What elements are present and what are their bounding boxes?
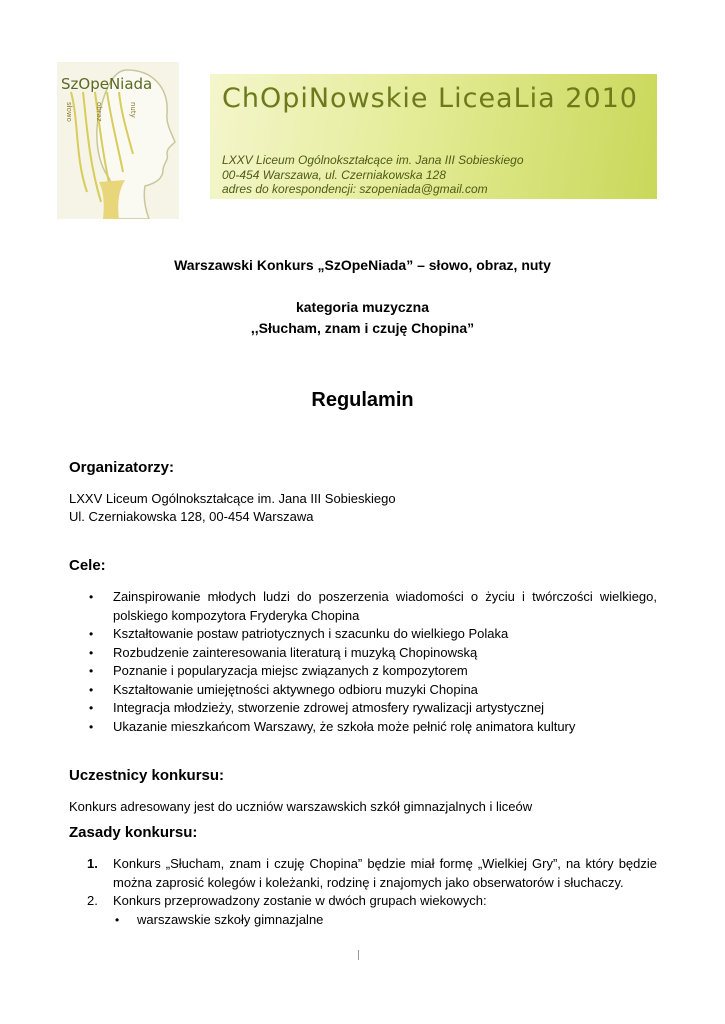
- banner-correspondence-email: adres do korespondencji: szopeniada@gmail.com: [222, 182, 488, 196]
- rule-text: Konkurs „Słucham, znam i czuję Chopina” będzie miał formę „Wielkiej Gry”, na który będzie można zaprosić kolegów i koleżanki, rodzinę i znajomych jako obserwatorów i słuchaczy.: [113, 856, 657, 890]
- rules-heading: Zasady konkursu:: [69, 824, 198, 841]
- banner-address-line-2: 00-454 Warszawa, ul. Czerniakowska 128: [222, 168, 446, 182]
- bullet-icon: •: [89, 682, 94, 697]
- contest-subtitle: ,,Słucham, znam i czuję Chopina”: [250, 320, 475, 336]
- organizers-heading: Organizatorzy:: [69, 459, 175, 476]
- goals-heading: Cele:: [69, 557, 106, 574]
- header-banner: [210, 74, 657, 199]
- participants-text: Konkurs adresowany jest do uczniów warszawskich szkół gimnazjalnych i liceów: [69, 799, 533, 814]
- rule-sub-list: [113, 911, 657, 930]
- banner-title: ChOpiNowskie LiceaLia 2010: [222, 83, 638, 114]
- goal-text: Kształtowanie umiejętności aktywnego odbioru muzyki Chopina: [113, 681, 478, 697]
- logo-text: SzOpeNiada: [61, 75, 153, 93]
- goal-item: [87, 644, 657, 663]
- bullet-icon: •: [115, 912, 120, 927]
- participants-heading: Uczestnicy konkursu:: [69, 767, 225, 784]
- goal-text: Rozbudzenie zainteresowania literaturą i muzyką Chopinowską: [113, 644, 478, 660]
- bullet-icon: •: [89, 645, 94, 660]
- goal-text: Kształtowanie postaw patriotycznych i szacunku do wielkiego Polaka: [113, 626, 509, 641]
- goals-list: [87, 588, 657, 736]
- rule-text: Konkurs przeprowadzony zostanie w dwóch grupach wiekowych:: [113, 893, 487, 908]
- goal-text: Ukazanie mieszkańcom Warszawy, że szkoła może pełnić rolę animatora kultury: [113, 718, 576, 734]
- logo-word-obraz: obraz: [95, 102, 103, 122]
- bullet-icon: •: [89, 627, 94, 641]
- goal-text: Zainspirowanie młodych ludzi do poszerzenia wiadomości o życiu i twórczości wielkiego, polskiego kompozytora Fryderyka Chopina: [113, 589, 657, 623]
- goal-item: [87, 588, 657, 625]
- bullet-icon: •: [89, 590, 94, 604]
- banner-address-line-1: LXXV Liceum Ogólnokształcące im. Jana III Sobieskiego: [222, 153, 524, 167]
- goal-text: Integracja młodzieży, stworzenie zdrowej atmosfery rywalizacji artystycznej: [113, 700, 545, 715]
- rule-sub-item: [113, 911, 657, 930]
- rule-sub-text: warszawskie szkoły gimnazjalne: [137, 911, 324, 927]
- logo-word-slowo: słowo: [65, 102, 73, 122]
- goal-item: [87, 699, 657, 718]
- rules-list: [87, 855, 657, 929]
- category-label: kategoria muzyczna: [295, 299, 430, 315]
- goal-item: [87, 718, 657, 737]
- goal-item: [87, 625, 657, 644]
- contest-title: Warszawski Konkurs „SzOpeNiada” – słowo, obraz, nuty: [174, 257, 551, 273]
- organizers-line-2: Ul. Czerniakowska 128, 00-454 Warszawa: [69, 509, 314, 524]
- goal-item: [87, 681, 657, 700]
- bullet-icon: •: [89, 719, 94, 734]
- goal-text: Poznanie i popularyzacja miejsc związanych z kompozytorem: [113, 663, 468, 678]
- szopeniada-logo: [57, 62, 179, 219]
- rule-item: [87, 855, 657, 892]
- page-marker: [358, 950, 359, 960]
- rule-number: 2.: [87, 893, 98, 908]
- organizers-line-1: LXXV Liceum Ogólnokształcące im. Jana III Sobieskiego: [69, 491, 396, 506]
- logo-word-nuty: nuty: [129, 102, 137, 118]
- bullet-icon: •: [89, 701, 94, 715]
- rule-number: 1.: [87, 856, 98, 871]
- goal-item: [87, 662, 657, 681]
- document-title: Regulamin: [311, 389, 414, 411]
- organizers-address: [69, 490, 396, 526]
- bullet-icon: •: [89, 664, 94, 678]
- rule-item: [87, 892, 657, 929]
